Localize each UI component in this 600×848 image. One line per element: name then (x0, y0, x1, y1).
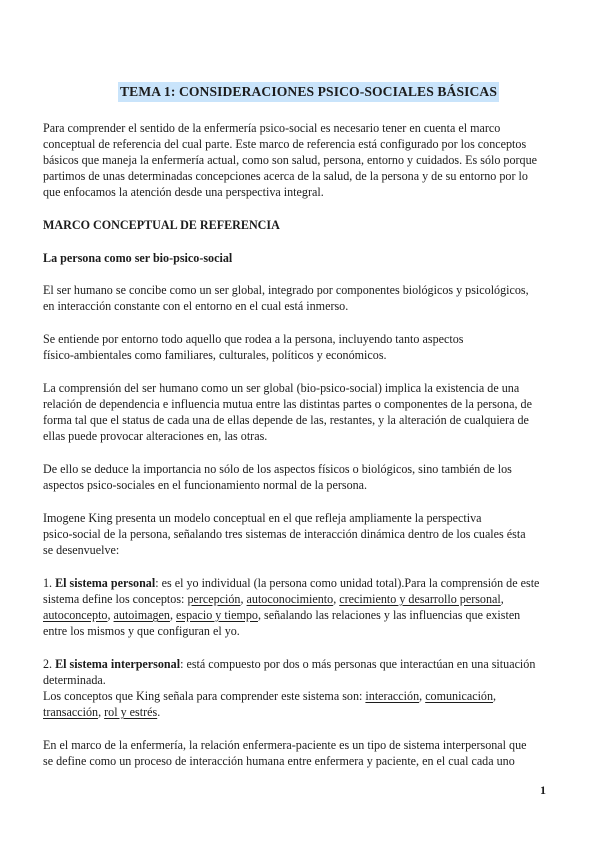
paragraph-line: Imogene King presenta un modelo conceptual en el que refleja ampliamente la perspectiva (43, 511, 482, 525)
paragraph-line: aspectos psico-sociales en el funcionamiento normal de la persona. (43, 478, 368, 492)
list-text: sistema define los conceptos: (43, 592, 185, 606)
list-item-line: transacción, rol y estrés. (43, 705, 161, 719)
page-number: 1 (540, 783, 546, 797)
concept-interaccion: interacción (365, 689, 420, 703)
term-description: : es el yo individual (la persona como unidad total).Para la comprensión de este (155, 576, 540, 590)
list-item-line: determinada. (43, 673, 106, 687)
concept-percepcion: percepción (187, 592, 241, 606)
list-item-line: entre los mismos y que configuran el yo. (43, 624, 240, 638)
concept-comunicacion: comunicación (425, 689, 494, 703)
concept-autoconocimiento: autoconocimiento (246, 592, 334, 606)
list-item-personal (43, 576, 539, 591)
paragraph-line: físico-ambientales como familiares, culturales, políticos y económicos. (43, 348, 387, 362)
concept-espacio-tiempo: espacio y tiempo (176, 608, 258, 622)
list-number: 2. (43, 657, 56, 671)
paragraph-line: en interacción constante con el entorno en el cual está inmerso. (43, 299, 349, 313)
paragraph-line: se define como un proceso de interacción humana entre enfermera y paciente, en el cual cada uno (43, 754, 515, 768)
paragraph-line: La comprensión del ser humano como un ser global (bio-psico-social) implica la existencia de una (43, 381, 520, 395)
paragraph-line: Se entiende por entorno todo aquello que rodea a la persona, incluyendo tanto aspectos (43, 332, 464, 346)
paragraph-line: ellas puede provocar alteraciones en, las otras. (43, 429, 268, 443)
list-item-line: sistema define los conceptos: percepción, autoconocimiento, crecimiento y desarrollo personal, (43, 592, 504, 606)
paragraph-line: En el marco de la enfermería, la relación enfermera-paciente es un tipo de sistema interpersonal que (43, 738, 527, 752)
list-item-interpersonal (43, 657, 535, 672)
paragraph-line: De ello se deduce la importancia no sólo de los aspectos físicos o biológicos, sino también de los (43, 462, 512, 476)
paragraph-line: forma tal que el status de cada una de ellas depende de las, restantes, y la alteración de cualquiera de (43, 413, 529, 427)
list-item-line: Los conceptos que King señala para comprender este sistema son: interacción, comunicación, (43, 689, 497, 703)
intro-line: Para comprender el sentido de la enfermería psico-social es necesario tener en cuenta el marco (43, 121, 501, 135)
concept-autoconcepto: autoconcepto (43, 608, 108, 622)
paragraph-line: se desenvuelve: (43, 543, 120, 557)
paragraph-line: El ser humano se concibe como un ser global, integrado por componentes biológicos y psicológicos, (43, 283, 529, 297)
concept-autoimagen: autoimagen (113, 608, 170, 622)
intro-line: conceptual de referencia del cual parte. Este marco de referencia está configurado por los conceptos (43, 137, 527, 151)
list-item-line: autoconcepto, autoimagen, espacio y tiempo, señalando las relaciones y las influencias que existen (43, 608, 521, 622)
page-title: TEMA 1: CONSIDERACIONES PSICO-SOCIALES BÁSICAS (118, 82, 499, 102)
term-sistema-interpersonal: El sistema interpersonal (55, 657, 181, 671)
term-sistema-personal: El sistema personal (55, 576, 156, 590)
paragraph-line: relación de dependencia e influencia mutua entre las distintas partes o componentes de la persona, de (43, 397, 532, 411)
section-heading: MARCO CONCEPTUAL DE REFERENCIA (43, 218, 280, 232)
intro-line: que enfocamos la atención desde una perspectiva integral. (43, 185, 324, 199)
list-number: 1. (43, 576, 56, 590)
subsection-heading: La persona como ser bio-psico-social (43, 251, 233, 265)
concept-transaccion: transacción (43, 705, 99, 719)
list-text: , señalando las relaciones y las influencias que existen (257, 608, 521, 622)
list-text: Los conceptos que King señala para comprender este sistema son: (43, 689, 363, 703)
term-description: : está compuesto por dos o más personas que interactúan en una situación (180, 657, 536, 671)
intro-line: básicos que maneja la enfermería actual, como son salud, persona, entorno y cuidados. Es sólo porque (43, 153, 538, 167)
intro-line: partimos de unas determinadas concepciones acerca de la salud, de la persona y de su entorno por lo (43, 169, 528, 183)
concept-crecimiento: crecimiento y desarrollo personal (339, 592, 501, 606)
paragraph-line: psico-social de la persona, señalando tres sistemas de interacción dinámica dentro de los cuales ésta (43, 527, 526, 541)
concept-rol-estres: rol y estrés (104, 705, 158, 719)
